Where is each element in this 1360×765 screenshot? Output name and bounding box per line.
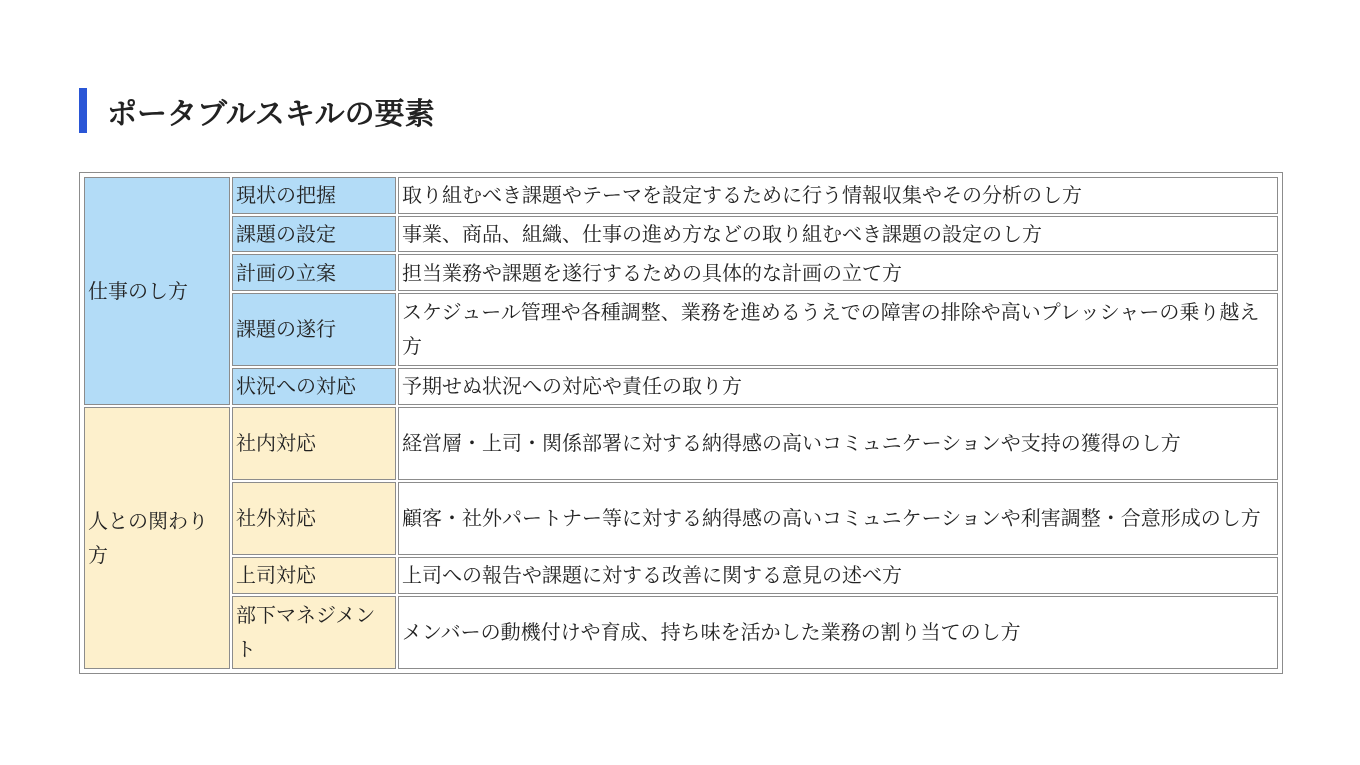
item-label: 状況への対応 xyxy=(232,368,396,405)
item-description: 顧客・社外パートナー等に対する納得感の高いコミュニケーションや利害調整・合意形成のし方 xyxy=(398,482,1278,555)
item-label: 現状の把握 xyxy=(232,177,396,214)
table-row xyxy=(84,177,1278,214)
item-description: 上司への報告や課題に対する改善に関する意見の述べ方 xyxy=(398,557,1278,594)
item-description: スケジュール管理や各種調整、業務を進めるうえでの障害の排除や高いプレッシャーの乗り越え方 xyxy=(398,293,1278,366)
table-row xyxy=(84,368,1278,405)
table-row xyxy=(84,254,1278,291)
item-label: 社外対応 xyxy=(232,482,396,555)
heading-accent-bar xyxy=(79,88,87,133)
group-label-people: 人との関わり方 xyxy=(84,407,230,669)
item-description: 事業、商品、組織、仕事の進め方などの取り組むべき課題の設定のし方 xyxy=(398,216,1278,253)
item-description: 予期せぬ状況への対応や責任の取り方 xyxy=(398,368,1278,405)
item-description: メンバーの動機付けや育成、持ち味を活かした業務の割り当てのし方 xyxy=(398,596,1278,669)
item-label: 計画の立案 xyxy=(232,254,396,291)
skills-table xyxy=(82,175,1280,671)
item-label: 課題の遂行 xyxy=(232,293,396,366)
group-label-work: 仕事のし方 xyxy=(84,177,230,405)
item-description: 担当業務や課題を遂行するための具体的な計画の立て方 xyxy=(398,254,1278,291)
item-description: 取り組むべき課題やテーマを設定するために行う情報収集やその分析のし方 xyxy=(398,177,1278,214)
table-row xyxy=(84,596,1278,669)
item-label: 課題の設定 xyxy=(232,216,396,253)
table-row xyxy=(84,407,1278,480)
table-row xyxy=(84,293,1278,366)
item-label: 部下マネジメント xyxy=(232,596,396,669)
section-heading xyxy=(79,88,435,133)
table-row xyxy=(84,482,1278,555)
skills-table-frame xyxy=(79,172,1283,674)
table-row xyxy=(84,216,1278,253)
item-description: 経営層・上司・関係部署に対する納得感の高いコミュニケーションや支持の獲得のし方 xyxy=(398,407,1278,480)
page-title: ポータブルスキルの要素 xyxy=(107,96,435,132)
item-label: 上司対応 xyxy=(232,557,396,594)
table-row xyxy=(84,557,1278,594)
item-label: 社内対応 xyxy=(232,407,396,480)
